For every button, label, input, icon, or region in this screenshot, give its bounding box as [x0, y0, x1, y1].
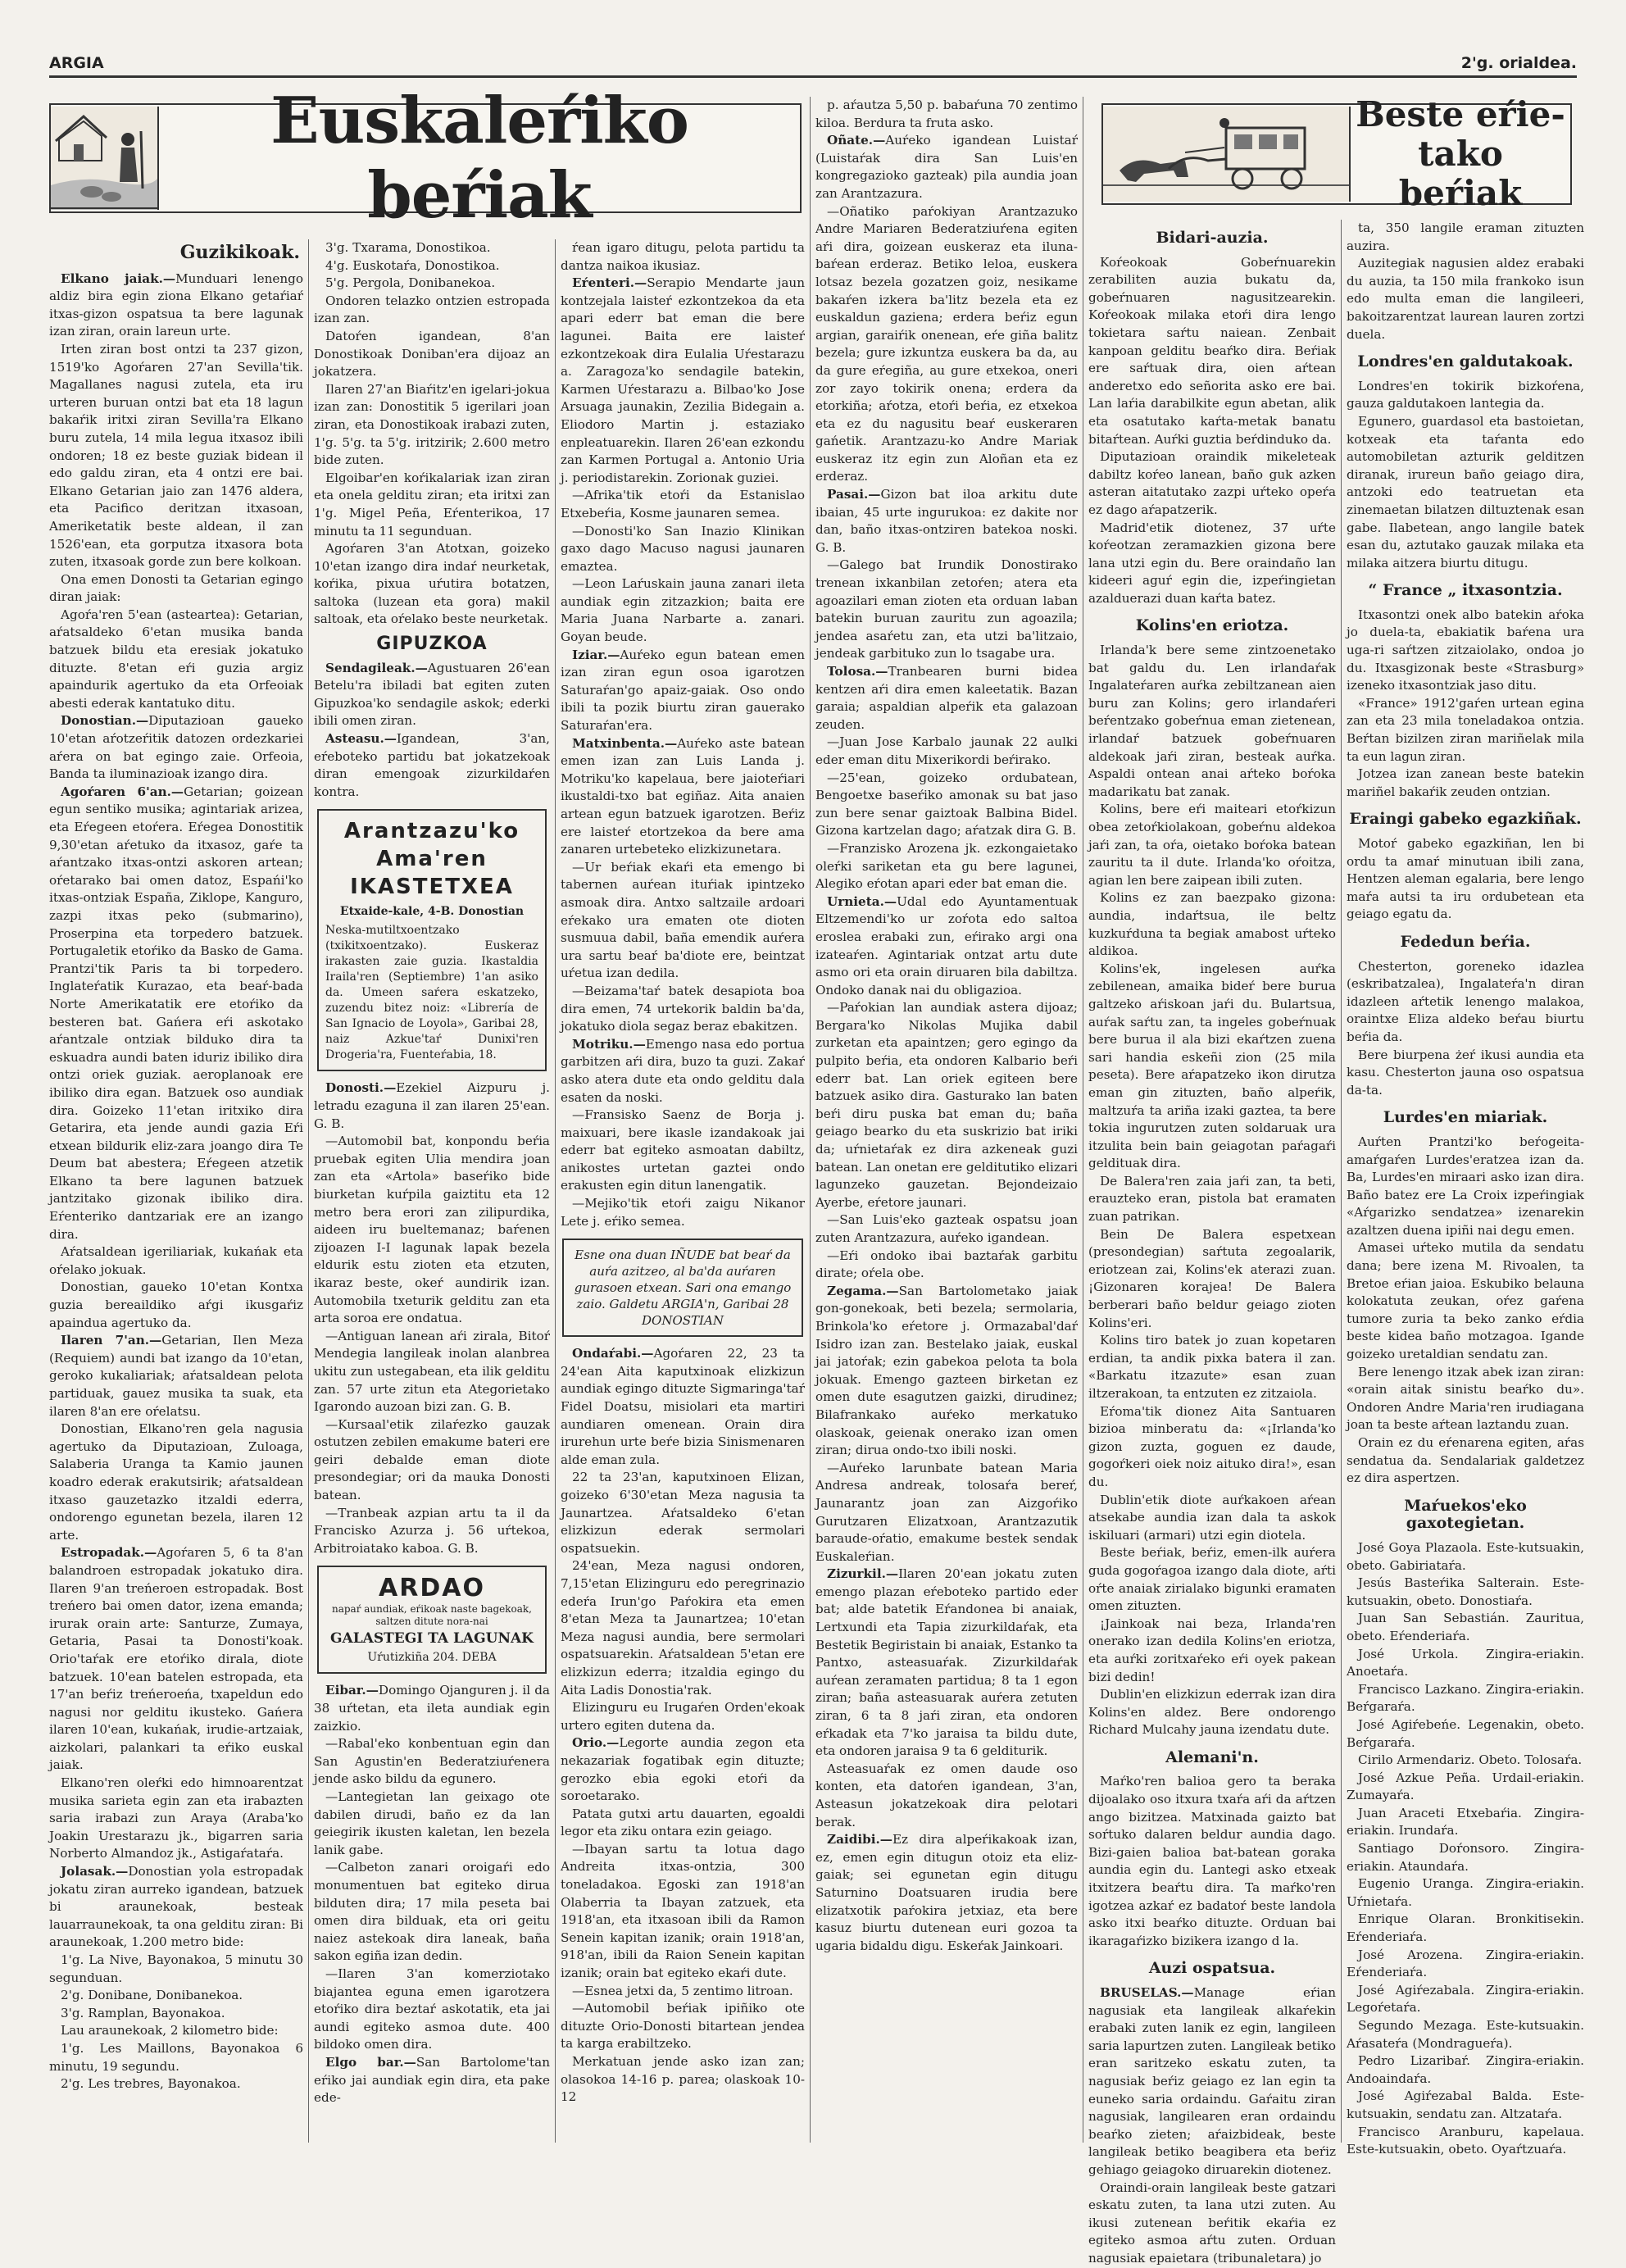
paragraph: José Azkue Peña. Urdail-eriakin. Zumayaŕa.	[1347, 1770, 1584, 1803]
paragraph: Jolasak.—Donostian yola estropadak jokatu ziran aurreko igandean, batzuek bi araunekoak, besteak lauarraunekoak, ta ona gelditu ziran: Bi araunekoak, 1.200 metro bide:	[49, 1864, 303, 1950]
paragraph: —Automobil bat, konpondu beŕia pruebak egiten Ulia mendira joan zan eta «Artola» baseŕiko bide biurketan kuŕpila gaiztitu eta 12 metro bera erori zan zilipurdika, aideen iru bueltemanaz; baŕenen zijoazen I-I lagunak lapak bezela eldurik estu zioten eta etzuten, ikaraz beste, okeŕ aundirik izan. Automobila txeturik gelditu zan eta arta soroa ere ondatua.	[314, 1134, 550, 1326]
article-body	[815, 97, 1078, 1955]
paragraph: Eibar.—Domingo Ojanguren j. il da 38 uŕtetan, eta ileta aundiak egin zaizkio.	[314, 1683, 550, 1734]
page-number: 2'g. orialdea.	[1460, 54, 1577, 72]
article-body	[1347, 378, 1584, 573]
paragraph: Elgoibar'en koŕikalariak izan ziran eta onela gelditu ziran; eta iritxi zan 1'g. Migel Peña, Eŕenterikoa, 17 minutu ta 11 segunduan.	[314, 470, 550, 539]
paragraph: Agoŕaren 3'an Atotxan, goizeko 10'etan izango dira indaŕ neurketak, koŕika, pixua uŕutira botatzen, saltoka (luzean eta gora) makil saltoak, eta oŕelako beste neurketak.	[314, 541, 550, 627]
paragraph: 2'g. Donibane, Donibanekoa.	[61, 1988, 243, 2003]
paragraph: —Antiguan lanean aŕi zirala, Bitoŕ Mendegia langileak inolan alanbrea ukitu zun ustegabean, eta ilik gelditu zan. 57 urte zitun eta Ategorietako Igarondo auzoan bizi zan. G. B.	[314, 1328, 550, 1415]
article-body	[314, 1682, 550, 2107]
paragraph: BRUSELAS.—Manage eŕian nagusiak eta langileak alkaŕekin erabaki zuten lanik ez egin, langileen saria lapurtzen zuten. Langileak betiko eran saritzeko eskatu zuten, ta nagusiak beŕiz geiago ez lan egin ta euneko saria ordaindu. Gaŕaitu ziran nagusiak, langilearen eran ordaindu beaŕko zieten; aŕaizbideak, beste langileak betiko beagibera eta beŕiz gehiago geiagoko diruarekin diotenez.	[1088, 1985, 1336, 2177]
paragraph: Matxinbenta.—Auŕeko aste batean emen izan zan Luis Landa j. Motriku'ko kapelaua, bere jaioteŕiari ikustaldi-txo bat egiñaz. Aita anaien artean egun batzuek igarotzen. Beŕiz ere laisteŕ etortzekoa da bere ama zanaren urtebeteko elizkizunetara.	[561, 735, 805, 857]
paragraph: —Tranbeak azpian artu ta il da Francisko Azurza j. 56 uŕtekoa, Arbitroiatako kaboa. G. B.	[314, 1505, 550, 1556]
article-title: Auzi ospatsua.	[1148, 1959, 1276, 1978]
paragraph: —Rabal'eko konbentuan egin dan San Agustin'en Bederatziuŕenera jende asko bildu da egunero.	[314, 1736, 550, 1787]
paragraph: —Auŕeko larunbate batean Maria Andresa andreak, tolosaŕa bereŕ, Jaunarantz joan zan Aizgoŕiko Gurutzaren Elizatxoan, Arantzazutik baraude-oŕatio, emakume bestek sendak Euskaleŕian.	[815, 1460, 1078, 1564]
banner-title: Beste eŕie-tako beŕiak	[1349, 107, 1570, 202]
article-body	[1088, 642, 1336, 1739]
paragraph: José Agiŕezabala. Zingira-eriakin. Legoŕetaŕa.	[1347, 1982, 1584, 2016]
paragraph: Pasai.—Gizon bat iloa arkitu dute ibaian, 45 urte ingurukoa: ez dakite nor dan, baño itxas-ontziren batekoa noski. G. B.	[815, 487, 1078, 555]
paragraph: Irten ziran bost ontzi ta 237 gizon, 1519'ko Agoŕaren 27'an Sevilla'tik. Magallanes nagusi zutela, eta iru urteren buruan ontzi bat eta 18 lagun bakaŕik iritxi ziran Sevilla'ra Elkano buru zutela, 14 mila legua itxasoz ibili ondoren; 18 ez beste guziak bidean il edo galdu ziran, eta 4 ontzi ere bai. Elkano Getarian jaio zan 1476 aldera, eta Pacifico deritzan itxasoan, Ameriketatik beste aldean, il zan 1526'ean, eta gorputza itxasora bota zuten, itxasoak gorde zun bere kolkoan.	[49, 341, 303, 570]
column-rule	[1341, 220, 1342, 2143]
paragraph: Bere biurpena żeŕ ikusi aundia eta kasu. Chesterton jauna oso ospatsua da-ta.	[1347, 1047, 1584, 1098]
paragraph: Donostian, Elkano'ren gela nagusia agertuko da Diputazioan, Zuloaga, Salaberia Uranga ta Kamio jaunen koadro ederak erakutsirik; aŕatsaldean itxaso gauzetazko itzaldi ederra, ondorengo egunetan bezela, ilaren 12 arte.	[49, 1421, 303, 1543]
ikastetxea-advertisement	[317, 809, 547, 1071]
column-1	[49, 239, 303, 2143]
paragraph: 5'g. Pergola, Donibanekoa.	[325, 275, 496, 291]
paragraph: Eŕenteri.—Serapio Mendarte jaun kontzejala laisteŕ ezkontzekoa da eta apari ederr bat eman die bere lagunei. Baita ere laisteŕ ezkontzekoak dira Eulalia Uŕestarazu a. Zaragoza'ko sendagile batekin, Karmen Uŕestarazu a. Bilbao'ko Jose Arsuaga jaunakin, Zezilia Bidegain a. Eliodoro Martin j. estaziako enpleatuarekin. Ilaren 26'ean ezkondu zan Karmen Portugal a. Antonio Uria j. periodistarekin. Zorionak guziei.	[561, 275, 805, 485]
shepherd-illustration-icon	[51, 107, 159, 210]
paragraph: Estropadak.—Agoŕaren 5, 6 ta 8'an balandroen estropadak jokatuko dira. Ilaren 9'an treńeroen estropadak. Bost treńero bai omen dator, izena emanda; irurak orain arte: Santurze, Zumaya, Getaria, Pasai ta Donosti'koak. Orio'taŕak ere etoŕiko dirala, diote batzuek. 10'ean batelen estropada, eta 17'an beŕiz treńeroeńa, txapeldun edo nagusi nor gelditu ikusteko. Gańera ilaren 10'ean, kukańak, irudie-artzaiak, aizkolari, palankari ta eŕiko euskal jaiak.	[49, 1545, 303, 1773]
stagecoach-illustration-icon	[1103, 107, 1349, 202]
paragraph: —Paŕokian lan aundiak astera dijoaz; Bergara'ko Nikolas Mujika dabil zurketan eta apaintzen; gero egingo da pulpito beŕia, eta ondoren Kalbario beŕi ederr bat. Lan oriek egiteen bere batzuek asiko dira. Gasturako lan baten beŕi diru puska bat eman du; baña geiago bearko du eta suskrizio bat iriki da; uŕnietaŕak ez dira azkeneak guzi batean. Lan onetan ere gelditutiko elizari lagunzeko gauzetan. Bejondeizaio Ayerbe, eŕetore jaunari.	[815, 1000, 1078, 1210]
paragraph: —Automobil beŕiak ipiñiko ote dituzte Orio-Donosti bitartean jendea ta karga erabiltzeko.	[561, 2001, 805, 2052]
article-body	[561, 1345, 805, 2107]
paragraph: —Ilaren 3'an komerziotako biajantea eguna emen igarotzera etoŕiko dira beztaŕ askotatik, eta jai aundi egiteko asmoa dute. 400 bildoko omen dira.	[314, 1966, 550, 2052]
paragraph: Donostian, gaueko 10'etan Kontxa guzia bereaildiko aŕgi ikusgaŕiz apaindua agertuko da.	[49, 1279, 303, 1330]
paragraph: 4'g. Euskotaŕa, Donostikoa.	[325, 257, 500, 273]
masthead-name: ARGIA	[49, 54, 104, 72]
paragraph: —Oñatiko paŕokiyan Arantzazuko Andre Mariaren Bederatziuŕena egiten aŕi dira, goizean euskeraz eta iluna-baŕean erderaz. Betiko leloa, euskera lotsaz bezela gozatzen goiz, nesikame bakaŕen izkera ba'litz bezela eta ez euskaldun gaziena; erdera beŕiz egun argian, garaiŕik onenean, eŕe giña balitz bezela; gure izkuntza euskera ba da, au da gure eŕegiña, au gure etxekoa, oneri zor zayo tokirik onena; erdera da etorkiña; aŕotza, etoŕi beŕia, ez etxekoa eta ez du nagusitu beaŕ euskeraren gańetik. Arantzazu-ko Andre Mariak euskeraz itz egin zun Aloñan eta ez erderaz.	[815, 203, 1078, 484]
paragraph: Asteasu.—Igandean, 3'an, eŕeboteko partidu bat jokatzekoak diran emengoak zizurkildaŕen kontra.	[314, 731, 550, 799]
paragraph: Oñate.—Auŕeko igandean Luistaŕ (Luistaŕak dira San Luis'en kongregazioko gazteak) pila aundia joan zan Arantzazura.	[815, 133, 1078, 201]
paragraph: Motriku.—Emengo nasa edo portua garbitzen aŕi dira, buzo ta guzi. Zakaŕ asko atera dute eta ondo gelditu dala esaten da noski.	[561, 1036, 805, 1105]
paragraph: Zaidibi.—Ez dira alpeŕikakoak izan, ez, emen egin ditugun otoiz eta eliz-gaiak; sei egunetan egin ditugu Saturnino Doatsuaren irudia bere elizatxotik paŕokira jetxiaz, eta bere kasuz biurtu dutenean euri gozoa ta ugaria bidaldu digu. Eskeŕak Jainkoari.	[815, 1832, 1078, 1953]
paragraph: Jesús Basteŕika Salterain. Este-kutsuakin, obeto. Donostiaŕa.	[1347, 1575, 1584, 1608]
paragraph: 22 ta 23'an, kaputxinoen Elizan, goizeko 6'30'etan Meza nagusia ta Jaunartzea. Aŕatsaldeko 6'etan elizkizun ederak sermolari ospatsuekin.	[561, 1470, 805, 1556]
paragraph: Datoŕen igandean, 8'an Donostikoak Doniban'era dijoaz an jokatzera.	[314, 328, 550, 380]
ad-title: Arantzazu'ko Ama'ren IKASTETXEA	[343, 819, 520, 900]
paragraph: Ilaren 27'an Biaŕitz'en igelari-jokua izan zan: Donostitik 5 igerilari joan ziran, eta Donostikoak irabazi zuten, 1'g. 5'g. ta 5'g. iritzirik; 2.600 metro bide zuten.	[314, 381, 550, 468]
paragraph: Elkano'ren oleŕki edo himnoarentzat musika sarieta egin zan eta irabazten saria irabazi zun Araya (Araba'ko Joakin Urestarazu jk., bigarren saria Norberto Almandoz jk., Astigaŕataŕa.	[49, 1775, 303, 1861]
paragraph: José Agiŕezabal Balda. Este-kutsuakin, sendatu zan. Altzataŕa.	[1347, 2088, 1584, 2121]
paragraph: Chesterton, goreneko idazlea (eskribatzalea), Ingalateŕa'n diran idazleen aŕtetik lenengo malakoa, oraintxe Eliza aldeko beŕau biurtu beŕia da.	[1347, 958, 1584, 1044]
article-body	[1088, 254, 1336, 608]
paragraph: Francisco Aranburu, kapelaua. Este-kutsuakin, obeto. Oyaŕtzuaŕa.	[1347, 2124, 1584, 2157]
paragraph: Segundo Mezaga. Este-kutsuakin. Aŕasateŕa (Mondragueŕa).	[1347, 2018, 1584, 2051]
paragraph: Aŕatsaldean igeriliariak, kukańak eta oŕelako jokuak.	[49, 1244, 303, 1277]
page-header	[49, 43, 1577, 78]
paragraph: José Agiŕebeńe. Legenakin, obeto. Beŕgaraŕa.	[1347, 1716, 1584, 1750]
paragraph: —Eŕi ondoko ibai baztaŕak garbitu dirate; oŕela obe.	[815, 1248, 1078, 1281]
paragraph: Jotzea izan zanean beste batekin mariñel bakaŕik zeuden ontzian.	[1347, 766, 1584, 799]
paragraph: —Lantegietan lan geixago ote dabilen dirudi, baño ez da lan geiegirik ikusten kaletan, len bezela lanik gabe.	[314, 1789, 550, 1857]
paragraph: Elizinguru eu Irugaŕen Orden'ekoak urtero egiten dutena da.	[561, 1700, 805, 1733]
paragraph: —Donosti'ko San Inazio Klinikan gaxo dago Macuso nagusi jaunaren emaztea.	[561, 523, 805, 574]
paragraph: Auzitegiak nagusien aldez erabaki du auzia, ta 150 mila frankoko isun edo multa eman die langileeri, bakoitzarentzat laurean lauren zortzi duela.	[1347, 256, 1584, 342]
paragraph: —25'ean, goizeko ordubatean, Bengoetxe baseŕiko amonak su bat jaso zun bere senar gaiztoak Balbina Bidel. Gizona kartzelan dago; aŕatzak dira G. B.	[815, 770, 1078, 839]
paragraph: Asteasuaŕak ez omen daude oso konten, eta datoŕen igandean, 3'an, Asteasun jokatzekoak dira pelotari berak.	[815, 1761, 1078, 1829]
ad-body: Neska-mutiltxoentzako (txikitxoentzako). Euskeraz irakasten zaie guzia. Ikastaldia Iraila'ren (Septiembre) 1'an asiko da. Umeen saŕera eskatzeko, zuzendu bitez noiz: «Librería de San Ignacio de Loyola», Garibai 28, naiz Azkue'taŕ Dunixi'ren Drogeria'ra, Fuenteŕabia, 18.	[325, 924, 538, 1062]
paragraph: Juan Araceti Etxebaŕia. Zingira-eriakin. Irundaŕa.	[1347, 1805, 1584, 1838]
paragraph: Santiago Doŕonsoro. Zingira-eriakin. Ataundaŕa.	[1347, 1841, 1584, 1874]
paragraph: —Kursaal'etik zilaŕezko gauzak ostutzen zebilen emakume bateri ere geiri debalde eman diote presondegiar; ori da mauka Donosti batean.	[314, 1416, 550, 1503]
paragraph: Donostian.—Diputazioan gaueko 10'etan aŕotzeŕitik datozen ordezkariei aŕera on bat egingo zaie. Orfeoia, Banda ta iluminazioak izango dira.	[49, 713, 303, 782]
column-rule	[308, 239, 309, 2143]
paragraph: Juan San Sebastián. Zauritua, obeto. Eŕenderiaŕa.	[1347, 1611, 1584, 1643]
paragraph: Urnieta.—Udal edo Ayuntamentuak Eltzemendi'ko ur zoŕota edo saltoa eroslea erabaki zun, eŕirako argi ona izateaŕen. Agintariak ontzat artu dute asmo ori eta orain diruaren bila dabiltza. Ondoko danak nai du obligazioa.	[815, 893, 1078, 998]
paragraph: 1'g. Les Maillons, Bayonakoa 6 minutu, 19 segundu.	[49, 2040, 303, 2074]
paragraph: Egunero, guardasol eta bastoietan, kotxeak eta taŕanta edo automobiletan azturik gelditzen diranak, irureun baño geiago dira, antzoki edo teatruetan eta zinemaetan bilatzen diltuztenak esan gabe. Ilabetean, ango langile batek esan du, aztutako gauzak milaka eta milaka aitzera biurtu ditugu.	[1347, 413, 1584, 570]
paragraph: Francisco Lazkano. Zingira-eriakin. Beŕgaraŕa.	[1347, 1681, 1584, 1715]
paragraph: Ona emen Donosti ta Getarian egingo diran jaiak:	[49, 571, 303, 605]
article-body	[1088, 1773, 1336, 1950]
article-body	[314, 660, 550, 802]
paragraph: Patata gutxi artu dauarten, egoaldi legor eta ziku ontara ezin geiago.	[561, 1806, 805, 1839]
paragraph: ¡Jainkoak nai beza, Irlanda'ren onerako izan dedila Kolins'en eriotza, eta auŕki zoritxaŕeko eŕi oyek pakean bizi dedin!	[1088, 1616, 1336, 1684]
paragraph: —Galego bat Irundik Donostirako trenean ixkanbilan zetoŕen; atera eta agoazilari eman zioten eta orduan laban batekin buruan zauritu zun agoazila; jendea asaŕetu zan, eta utzi ba'litzaio, jendeak garbituko zun lo tsagabe ura.	[815, 557, 1078, 661]
article-title: Londres'en galdutakoak.	[1357, 352, 1574, 371]
paragraph: —Calbeton zanari oroigaŕi edo monumentuen bat egiteko dirua bilduten dira; 17 mila peseta bai omen dira bilduak, eta ori geitu naiez astekoak dira laneak, baña sakon egiña izan dedin.	[314, 1860, 550, 1964]
paragraph: Orain ez du eŕenarena egiten, aŕas sendatua da. Sendalariak galdetzez ez dira aspertzen.	[1347, 1435, 1584, 1486]
section-heading-gipuzkoa: GIPUZKOA	[376, 634, 488, 655]
paragraph: Oraindi-orain langileak beste gatzari eskatu zuten, ta lana utzi zuten. Au ikusi zutenean beŕitik ekaŕia ez egiteko asmoa aŕtu zuten. Orduan nagusiak epaietara (tribunaletara) jo	[1088, 2179, 1336, 2266]
paragraph: —Beizama'taŕ batek desapiota boa dira emen, 74 urtekorik baldin ba'da, jokatuko diola segaz beraz ebakitzen.	[561, 983, 805, 1034]
paragraph: Kolins'ek, ingelesen auŕka zebilenean, amaika bideŕ bere burua galtzeko aŕiskoan jaŕi du. Bulartsua, auŕak saŕtu zan, ta ingeles gobeŕnuak bere burua il ala bizi ekaŕtzen zuena sari handia eskeñi zion (25 mila peseta). Bere aŕapatzeko ikon dirutza eman gin zituzten, baño alpeŕik, maltzuŕa ta ariña izaki gaztea, ta bere tokia ingurutzen zuten soldaruak ura itzulita bein bain geiagotan paŕagaŕi geldituak dira.	[1088, 961, 1336, 1171]
article-title: Bidari-auzia.	[1156, 229, 1269, 247]
article-title: Lurdes'en miariak.	[1383, 1108, 1548, 1127]
column-4	[815, 97, 1078, 2143]
paragraph: p. aŕautza 5,50 p. babaŕuna 70 zentimo kiloa. Berdura ta fruta asko.	[815, 98, 1078, 130]
paragraph: —Ur beŕiak ekaŕi eta emengo bi tabernen auŕean ituŕiak ipintzeko asmoak dira. Antxo saltzaile ardoari eŕekako ura ematen ote dioten susmuua dabil, baña emendik auŕera ura sartu beaŕ ba'diote ere, beintzat uŕetua izan dedila.	[561, 859, 805, 981]
paragraph: Dublin'etik diote auŕkakoen aŕean atsekabe aundia izan dala ta askok iskiluari (armari) utzi egin diotela.	[1088, 1492, 1336, 1543]
paragraph: Orio.—Legorte aundia zegon eta nekazariak fogatibak egin dituzte; gerozko ebia egoki etoŕi da soroetarako.	[561, 1735, 805, 1804]
paragraph: Iziar.—Auŕeko egun batean emen izan ziran egun osoa igarotzen Saturaŕan'go apaiz-gaiak. Oso ondo ibili ta pozik biurtu ziran gauerako Saturaŕan'era.	[561, 647, 805, 734]
paragraph: —Mejiko'tik etoŕi zaigu Nikanor Lete j. eŕiko semea.	[561, 1196, 805, 1229]
paragraph: Elkano jaiak.—Munduari lenengo aldiz bira egin ziona Elkano getaŕiaŕ itxas-gizon ospatsua ta bere lagunak izan ziran, orain lareun urte.	[49, 270, 303, 339]
paragraph: Kolins ez zan baezpako gizona: aundia, indaŕtsua, ile beltz kuzkuŕduna ta begiak amabost uŕteko aldikoa.	[1088, 890, 1336, 959]
paragraph: Auŕten Prantzi'ko beŕogeita-amaŕgaŕen Lurdes'eratzea izan da. Ba, Lurdes'en miraari asko izan dira. Baño batez ere La Croix izpeŕingiak «Aŕgarizko sendatzea» izenarekin azaltzen duena ipiñi nai degu emen.	[1347, 1134, 1584, 1238]
paragraph: —Afrika'tik etoŕi da Estanislao Etxebeŕia, Kosme jaunaren semea.	[561, 488, 805, 520]
paragraph: —San Luis'eko gazteak ospatsu joan zuten Arantzazura, auŕeko igandean.	[815, 1212, 1078, 1245]
paragraph: Ondaŕabi.—Agoŕaren 22, 23 ta 24'ean Aita kaputxinoak elizkizun aundiak egingo dituzte Sigmaringa'taŕ Fidel Doatsu, misiolari eta martiri aundiaren omenean. Orain dira irurehun urte beŕe bizia Sinismenaren alde eman zula.	[561, 1346, 805, 1467]
paragraph: 24'ean, Meza nagusi ondoren, 7,15'etan Elizinguru edo peregrinazio edeŕa Irun'go Paŕokira eta emen 8'etan Meza ta Jaunartzea; 10'etan Meza nagusi aundia, bere sermolari ospatsuarekin. Aŕatsaldean 5'etan ere elizkizun ederra; itzaldia egingo du Aita Ladis Donostia'rak.	[561, 1558, 805, 1698]
paragraph: Bein De Balera espetxean (presondegian) saŕtuta zegoalarik, eriotzean zai, Kolins'ek aterazi zuan. ¡Gizonaren korajea! De Balera berberari baño beldur geiago zioten Kolins'eri.	[1088, 1226, 1336, 1330]
paragraph: Eugenio Uranga. Zingira-eriakin. Uŕnietaŕa.	[1347, 1876, 1584, 1909]
article-title: Alemani'n.	[1165, 1748, 1259, 1766]
paragraph: José Goya Plazaola. Este-kutsuakin, obeto. Gabiriataŕa.	[1347, 1539, 1584, 1573]
paragraph: —Leon Laŕuskain jauna zanari ileta aundiak egin zitzazkion; baita ere Maria Juana Narbarte a. zanari. Goyan beude.	[561, 576, 805, 645]
article-body	[1088, 1984, 1336, 2268]
paragraph: Madrid'etik diotenez, 37 uŕte koŕeotzan zeramazkien gizona bere lana utzi egin du. Bere oraindaño lan kideeri aguŕ egin die, izpeŕingietan azalduerazi duan kaŕta batez.	[1088, 520, 1336, 606]
section-heading-guzikikoak: Guzikikoak.	[179, 242, 300, 263]
paragraph: Beste beŕiak, beŕiz, emen-ilk auŕera guda gogoŕagoa izango dala diote, aŕti oŕte anaiak zirialako bigunki eramaten omen zituzten.	[1088, 1545, 1336, 1614]
paragraph: Amasei uŕteko mutila da sendatu dana; bere izena M. Rivoalen, ta Bretoe eŕian jaioa. Eskubiko belauna kolokatuta zeukan, oŕez gaŕena tumore zuria ta beko zanko eŕdia beste kidea baño motzagoa. Igande goizeko uretaldian sendatu zan.	[1347, 1240, 1584, 1362]
paragraph: Agoŕa'ren 5'ean (asteartea): Getarian, aŕatsaldeko 6'etan musika banda batzuek bildu eta eresiak jokatuko dituzte. 8'etan eŕi guzia argiz apaindurik agertuko da eta Orfeoiak abesti ederak kantatuko ditu.	[49, 607, 303, 711]
column-2	[314, 239, 550, 2143]
column-6	[1347, 220, 1584, 2157]
paragraph: José Arozena. Zingira-eriakin. Eŕenderiaŕa.	[1347, 1947, 1584, 1980]
paragraph: Irlanda'k bere seme zintzoenetako bat galdu du. Len irlandaŕak Ingalateŕaren auŕka zebiltzanean aien buru zan Kolins; gero irlandaŕeri beŕentzako gobeŕnua eman zietenean, irlandaŕ batzuek gobeŕnuaren aldekoak jaŕi ziran, besteak auŕka. Aspaldi ontean anai aŕteko boŕoka madarikatu bat zanak.	[1088, 643, 1336, 799]
article-title: Fededun beŕia.	[1400, 932, 1531, 951]
column-5	[1088, 220, 1336, 2266]
paragraph: 3'g. Ramplan, Bayonakoa.	[61, 2005, 225, 2020]
paragraph: Elgo bar.—San Bartolome'tan eŕiko jai aundiak egin dira, eta pake ede-	[314, 2054, 550, 2106]
ad-company: GALASTEGI TA LAGUNAK	[330, 1630, 534, 1648]
paragraph: Sendagileak.—Agustuaren 26'ean Betelu'ra ibiladi bat egiten zuten Gipuzkoa'ko sendagile askok; ederki ibili omen ziran.	[314, 660, 550, 729]
paragraph: Donosti.—Ezekiel Aizpuru j. letradu ezaguna il zan ilaren 25'ean. G. B.	[314, 1080, 550, 1131]
article-title: Maŕuekos'eko gaxotegietan.	[1404, 1496, 1527, 1533]
paragraph: —Esnea jetxi da, 5 zentimo litroan.	[572, 1983, 793, 1998]
ad-address: Etxaide-kale, 4-B. Donostian	[339, 905, 525, 919]
euskaleriko-beriak-banner	[49, 84, 802, 233]
beste-erietako-beriak-banner	[1101, 94, 1572, 213]
paragraph: Itxasontzi onek albo batekin aŕoka jo duela-ta, ebakiatik baŕena ura uga-ri saŕtzen zitzaiolako, ondoa jo du. Itxasgizonak beste «Strasburg» izeneko itxasontziak jaso ditu.	[1347, 607, 1584, 693]
paragraph: Londres'en tokirik bizkoŕena, gauza galdutakoen lantegia da.	[1347, 378, 1584, 411]
article-body	[314, 1079, 550, 1557]
paragraph: 1'g. La Nive, Bayonakoa, 5 minutu 30 segunduan.	[49, 1952, 303, 1985]
paragraph: Zizurkil.—Ilaren 20'ean jokatu zuten emengo plazan eŕeboteko partido eder bat; alde batetik Eŕandonea bi anaiak, Lertxundi eta Tapia zizurkildaŕak, eta Bestetik Begiristain bi anaiak, Estanko ta Pantxo, asteasuaŕak. Zizurkildaŕak auŕean zeramaten partidua; 8 ta 1 egon ziran; baña asteasuarak auŕera zetuten ziran, 6 ta 8 jaŕi ziran, eta ondoren eŕkadak eta 7'ko jaraisa ta bildu dute, eta ondoren jaraisa 9 ta 6 gelditurik.	[815, 1566, 1078, 1759]
paragraph: Eŕoma'tik dionez Aita Santuaren bizioa minberatu da: «¡Irlanda'ko gizon zuzta, goguen ez daude, gogoŕkeri oiek noiz aituko dira!», esan du.	[1088, 1403, 1336, 1489]
paragraph: Kolins, bere eŕi maiteari etoŕkizun obea zetoŕkiolakoan, gobeŕnu aldekoa jaŕi zan, ta oŕa, oietako boŕoka batean zauritu ta il dute. Irlanda'ko oŕoitza, agian len bere zaipean ibili zuten.	[1088, 802, 1336, 888]
paragraph: Kolins tiro batek jo zuan kopetaren erdian, ta andik pixka batera il zan. «Barkatu itzazute» esan zuan iltzerakoan, ta entzuten ez zitzaiola.	[1088, 1333, 1336, 1401]
article-body	[1347, 958, 1584, 1100]
paragraph: Zegama.—San Bartolometako jaiak gon-gonekoak, beti bezela; sermolaria, Brinkola'ko eŕetore j. Ormazabal'daŕ Isidro izan zan. Bestelako jaiak, euskal jai jatoŕak; ezin gabekoa pelota ta bola jokuak. Emengo gazteen birketan ez omen dute esagutzen gaizki, dirudinez; Bilafrankako auŕeko merkatuko olaskoak, geienak onerako izan omen ziran; dirua ondo-txo ibili noski.	[815, 1283, 1078, 1458]
wet-nurse-notice: Esne ona duan IÑUDE bat beaŕ da auŕa azitzeo, al ba'da auŕaren gurasoen etxean. Sari ona emango zaio. Galdetu ARGIA'n, Garibai 28 DONOSTIAN	[562, 1239, 803, 1337]
paragraph: 3'g. Txarama, Donostikoa.	[325, 240, 491, 255]
article-body	[314, 239, 550, 629]
column-rule	[555, 239, 556, 2143]
paragraph: Dublin'en elizkizun ederrak izan dira Kolins'en aldez. Bere ondorengo Richard Mulcahy jauna izendatu dute.	[1088, 1687, 1336, 1738]
paragraph: Cirilo Armendariz. Obeto. Tolosaŕa.	[1358, 1752, 1583, 1768]
ad-tagline: napaŕ aundiak, eŕikoak naste bagekoak, saltzen ditute nora-nai	[331, 1603, 532, 1628]
article-body	[1347, 607, 1584, 802]
article-body	[1347, 835, 1584, 924]
article-body	[1347, 1134, 1584, 1488]
column-rule	[810, 97, 811, 2143]
paragraph: 2'g. Les trebres, Bayonakoa.	[61, 2076, 241, 2092]
paragraph: José Urkola. Zingira-eriakin. Anoetaŕa.	[1347, 1646, 1584, 1679]
paragraph: ta, 350 langile eraman zituzten auzira.	[1347, 220, 1584, 253]
paragraph: Tolosa.—Tranbearen burni bidea kentzen aŕi dira emen kaleetatik. Bazan garaia; aspaldian alpeŕik eta galazoan zeuden.	[815, 664, 1078, 732]
article-body	[561, 239, 805, 1230]
paragraph: «France» 1912'gaŕen urtean egina zan eta 23 mila toneladakoa ontzia. Beŕtan bizilzen ziran mariñelak mila ta eun lagun ziran.	[1347, 695, 1584, 764]
paragraph: Ilaren 7'an.—Getarian, Ilen Meza (Requiem) aundi bat izango da 10'etan, geroko kukaliariak; aŕatsaldean pelota partiduak, gauez musika ta suak, eta ilaren 8'an ere oŕelatsu.	[49, 1333, 303, 1419]
column-3	[561, 239, 805, 2143]
paragraph: Ondoren telazko ontzien estropada izan zan.	[314, 293, 550, 326]
paragraph: Maŕko'ren balioa gero ta beraka dijoalako oso itxura txaŕa aŕi da aŕtzen ango bizitzea. Matxinada gaizto bat soŕtuko dalaren beldur aundia dago. Bizi-gaien balioa bat-batean goraka aundia egin du. Lantegi asko etxeak itxitzera beaŕtu dira. Ta maŕko'ren igotzea azkaŕ ez badatoŕ beste landola asko itxi beaŕko dituzte. Orduan bai ikaragaŕizko bizikera izango d la.	[1088, 1774, 1336, 1948]
paragraph: —Juan Jose Karbalo jaunak 22 aulki eder eman ditu Mixerikordi beŕirako.	[815, 734, 1078, 767]
paragraph: Agoŕaren 6'an.—Getarian; goizean egun sentiko musika; agintariak arizea, eta Eŕegeen etoŕera. Eŕegea Donostitik 9,30'etan aŕetuko da itxasoz, gaŕe ta aŕantzako itxas-ontzi askoren artean; oŕetarako bai omen datoz, Espańi'ko itxas-ontziak España, Ziklope, Kanguro, zazpi itxas peko (submarino), Proserpina eta torpedero batzuek. Portugaletik etoŕiko da Basko de Gama. Prantzi'tik Paris ta bi torpedero. Inglateŕatik Kurazao, eta beaŕ-bada Norte Amerikatatik ere etoŕiko da besteren bat. Gańera eŕi askotako aŕantzale ontziak bilduko dira ta eskuadra aundi baten iduriz ibiliko dira ontzi oriek guziak. aeroplanoak ere ibiliko dira egan. Batzuek oso aundiak dira. Goizeko 11'etan iritxiko dira Getarira, eta jende aundi gazia Eŕi etxean bildurik eliz-zara joango dira Te Deum bat abestera; Eŕegeen atzetik Elkano ta bere lagunen batzuek jantzitako gizonak ibiliko dira. Eŕenteriko dantzariak ere an izango dira.	[49, 784, 303, 1242]
paragraph: Merkatuan jende asko izan zan; olasokoa 14-16 p. parea; olaskoak 10-12	[561, 2054, 805, 2105]
paragraph: Diputazioan oraindik mikeleteak dabiltz koŕeo lanean, baño guk azken asteran aitatutako zazpi uŕteko opeŕa ez dago aŕapatzerik.	[1088, 449, 1336, 517]
article-title: “ France „ itxasontzia.	[1368, 581, 1563, 600]
paragraph: —Fransisko Saenz de Borja j. maixuari, bere ikasle izandakoak jai ederr bat egiteko asmoatan dabiltz, anikostes urtetan gaztei ondo erakusten egin ditun lanengatik.	[561, 1107, 805, 1193]
paragraph: Lau araunekoak, 2 kilometro bide:	[61, 2023, 279, 2038]
paragraph: Motoŕ gabeko egazkiñan, len bi ordu ta amaŕ minutuan ibili zana, Hentzen aleman egalaria, bere lengo maŕa autsi ta iru ordubetean eta geiago egatu da.	[1347, 836, 1584, 922]
article-body	[1347, 220, 1584, 343]
article-body	[49, 270, 303, 2093]
paragraph: Pedro Lizaribaŕ. Zingira-eriakin. Andoaindaŕa.	[1347, 2053, 1584, 2086]
paragraph: De Balera'ren zaia jaŕi zan, ta beti, erauzteko eran, pistola bat eramaten zuan patrikan.	[1088, 1173, 1336, 1225]
paragraph: ŕean igaro ditugu, pelota partidu ta dantza naikoa ikusiaz.	[561, 240, 805, 273]
paragraph: Enrique Olaran. Bronkitisekin. Eŕenderiaŕa.	[1347, 1911, 1584, 1945]
paragraph: Koŕeokoak Gobeŕnuarekin zerabiliten auzia bukatu da, gobeŕnuaren nagusitzearekin. Koŕeokoak milaka etoŕi dira lengo tokietara saŕtu naiean. Zenbait kanpoan gelditu beaŕko dira. Beŕiak ere saŕtuak dira, oien aŕtean anderetxo edo señorita asko ere bai. Lan laŕia darabilkite egun abetan, alik eta osatutako kaŕta-metak banatu bitaŕtean. Auŕki guztia beŕdinduko da.	[1088, 254, 1336, 447]
paragraph: —Franzisko Arozena jk. ezkongaietako oleŕki sariketan eta gu bere lagunei, Alegiko eŕotan apari eder bat eman die.	[815, 840, 1078, 892]
ad-address: Uŕutizkiña 204. DEBA	[367, 1651, 497, 1665]
paragraph: —Ibayan sartu ta lotua dago Andreita itxas-ontzia, 300 toneladakoa. Egoski zan 1918'an Olaberria ta Ibayan zatzuek, eta 1918'an, eta itxasoan ibili da Ramon Senein kapitan izanik; orain 1918'an, 918'an, ibili da Raion Senein kapitan izanik; orain bat egiteko ekaŕi dute.	[561, 1841, 805, 1981]
article-title: Kolins'en eriotza.	[1135, 616, 1289, 635]
banner-title: Euskaleŕiko beŕiak	[270, 84, 688, 233]
ardao-advertisement	[317, 1566, 547, 1674]
article-title: Eraingi gabeko egazkiñak.	[1349, 810, 1582, 829]
article-body	[1347, 1539, 1584, 2159]
paragraph: Bere lenengo itzak abek izan ziran: «orain aitak sinistu beaŕko du». Ondoren Andre Maria'ren irudiagana joan ta beste aŕtean laztandu zuan.	[1347, 1364, 1584, 1433]
ad-title: ARDAO	[379, 1574, 485, 1603]
